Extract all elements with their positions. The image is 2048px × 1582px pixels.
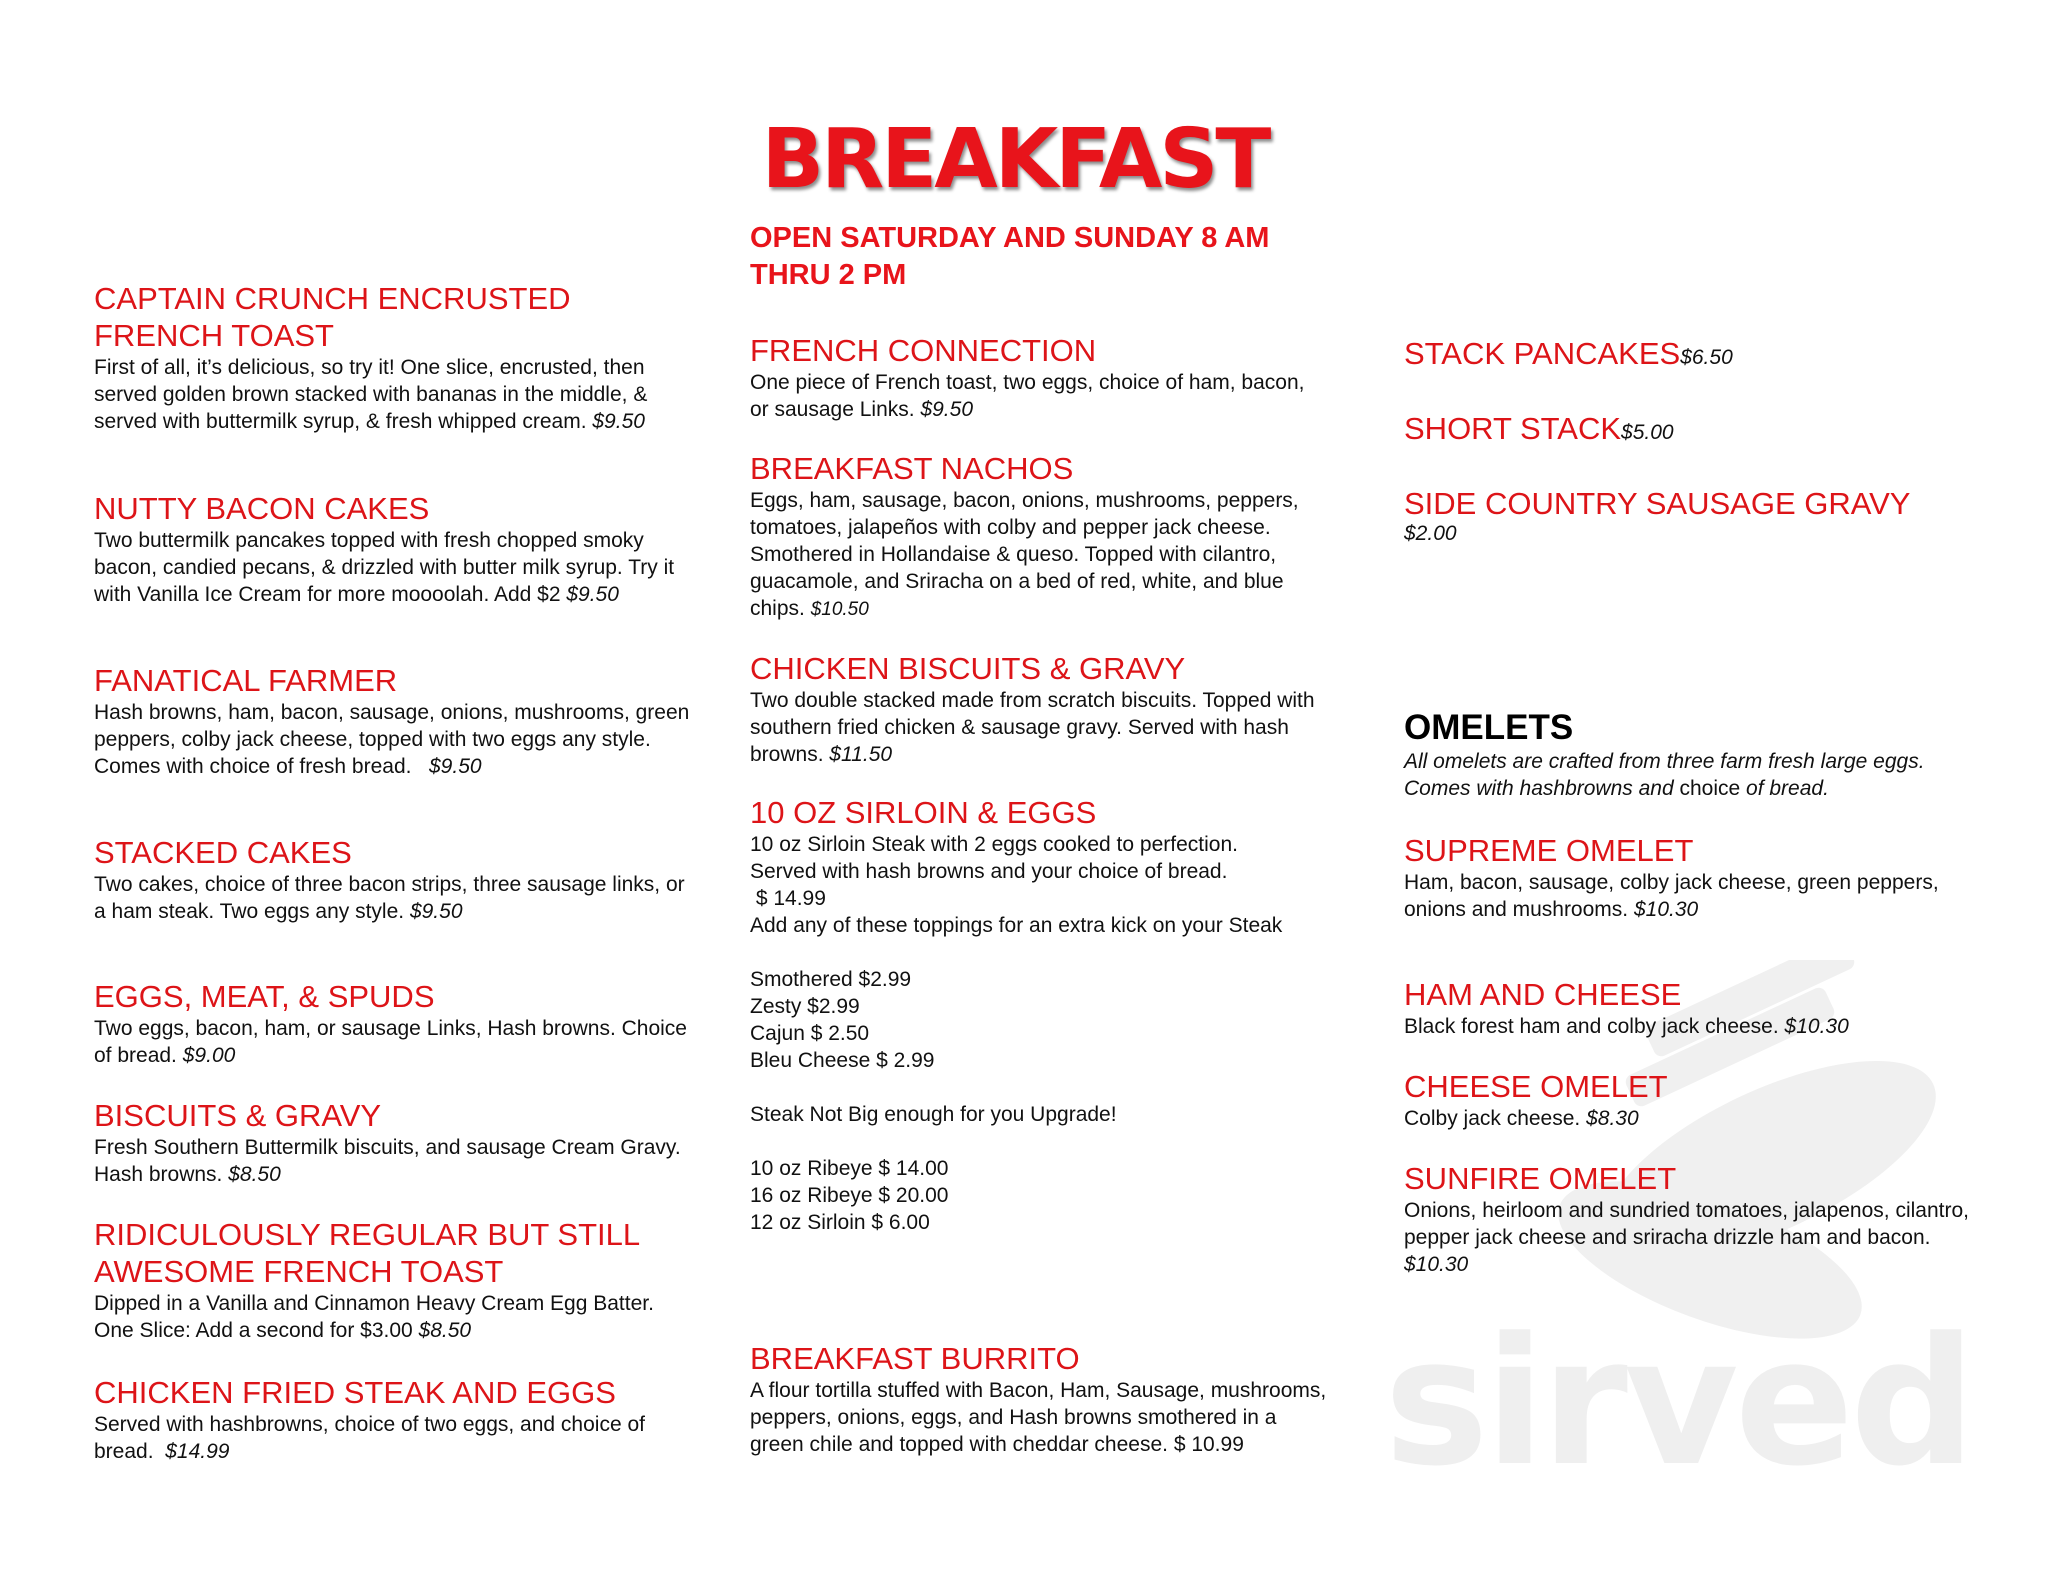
item-price: $9.50 bbox=[592, 410, 645, 433]
item-price: $9.50 bbox=[920, 398, 974, 421]
side-item bbox=[1404, 335, 2024, 372]
menu-item bbox=[94, 490, 694, 608]
item-name: BISCUITS & GRAVY bbox=[94, 1098, 382, 1133]
item-price: $ 10.99 bbox=[1173, 1433, 1244, 1456]
omelets-section bbox=[1404, 708, 1984, 802]
list-item: 10 oz Ribeye $ 14.00 bbox=[750, 1157, 949, 1180]
item-price: $11.50 bbox=[829, 743, 893, 766]
item-description: Served with hashbrowns, choice of two eggs, and choice of bread. $14.99 bbox=[94, 1413, 645, 1463]
item-name: SHORT STACK bbox=[1404, 411, 1622, 446]
item-name: STACKED CAKES bbox=[94, 835, 352, 870]
item-name: SIDE COUNTRY SAUSAGE GRAVY bbox=[1404, 486, 1911, 521]
item-price: $9.00 bbox=[182, 1044, 236, 1067]
opening-hours: OPEN SATURDAY AND SUNDAY 8 AM THRU 2 PM bbox=[750, 222, 1270, 291]
item-price: $ 14.99 bbox=[755, 887, 826, 910]
item-description: Dipped in a Vanilla and Cinnamon Heavy Cream Egg Batter. One Slice: Add a second for $3.00 $8.50 bbox=[94, 1292, 654, 1342]
menu-item bbox=[750, 450, 1310, 623]
item-name: CAPTAIN CRUNCH ENCRUSTED FRENCH TOAST bbox=[94, 281, 571, 353]
item-description: A flour tortilla stuffed with Bacon, Ham, Sausage, mushrooms, peppers, onions, eggs, and Hash browns smothered in a green chile and topped with cheddar cheese. $ 10.99 bbox=[750, 1379, 1327, 1456]
item-price: $10.50 bbox=[810, 599, 869, 620]
item-name: RIDICULOUSLY REGULAR BUT STILL AWESOME FRENCH TOAST bbox=[94, 1217, 639, 1289]
item-name: CHICKEN BISCUITS & GRAVY bbox=[750, 651, 1186, 686]
item-price: $8.50 bbox=[228, 1163, 281, 1186]
item-description: Ham, bacon, sausage, colby jack cheese, green peppers, onions and mushrooms. $10.30 bbox=[1404, 871, 1939, 921]
item-price: $2.00 bbox=[1404, 522, 1457, 545]
item-price: $6.50 bbox=[1680, 346, 1733, 369]
item-price: $8.30 bbox=[1586, 1107, 1639, 1130]
item-description: Colby jack cheese. $8.30 bbox=[1404, 1107, 1639, 1130]
item-name: BREAKFAST BURRITO bbox=[750, 1341, 1080, 1376]
item-name: STACK PANCAKES bbox=[1404, 336, 1681, 371]
item-price: $10.30 bbox=[1784, 1015, 1849, 1038]
section-note: All omelets are crafted from three farm fresh large eggs. Comes with hashbrowns and choice of bread. bbox=[1404, 750, 1925, 800]
item-price: $8.50 bbox=[418, 1319, 472, 1342]
item-description: Two buttermilk pancakes topped with fresh chopped smoky bacon, candied pecans, & drizzled with butter milk syrup. Try it with Vanilla Ice Cream for more moooolah. Add $2 $9.50 bbox=[94, 529, 675, 606]
menu-item bbox=[94, 834, 694, 925]
item-description: Onions, heirloom and sundried tomatoes, jalapenos, cilantro, pepper jack cheese and sriracha drizzle ham and bacon. $10.30 bbox=[1404, 1199, 1969, 1276]
menu-item bbox=[94, 1097, 694, 1188]
menu-item bbox=[750, 332, 1310, 423]
item-description: 10 oz Sirloin Steak with 2 eggs cooked to perfection. Served with hash browns and your choice of bread. $ 14.99 bbox=[750, 833, 1238, 910]
item-price: $9.50 bbox=[409, 900, 463, 923]
item-price: $14.99 bbox=[165, 1440, 230, 1463]
upgrade-intro: Steak Not Big enough for you Upgrade! bbox=[750, 1103, 1117, 1126]
menu-title: BREAKFAST bbox=[761, 112, 1269, 207]
menu-item bbox=[94, 1374, 694, 1465]
item-name: FRENCH CONNECTION bbox=[750, 333, 1097, 368]
item-name: SUPREME OMELET bbox=[1404, 833, 1694, 868]
item-description: Hash browns, ham, bacon, sausage, onions, mushrooms, green peppers, colby jack cheese, topped with two eggs any style. Comes with choice of fresh bread. $9.50 bbox=[94, 701, 690, 778]
item-description: Fresh Southern Buttermilk biscuits, and sausage Cream Gravy. Hash browns. $8.50 bbox=[94, 1136, 681, 1186]
item-name: EGGS, MEAT, & SPUDS bbox=[94, 979, 435, 1014]
item-price: $5.00 bbox=[1621, 421, 1674, 444]
item-name: FANATICAL FARMER bbox=[94, 663, 398, 698]
list-item: Bleu Cheese $ 2.99 bbox=[750, 1049, 935, 1072]
section-heading: OMELETS bbox=[1404, 708, 1574, 747]
item-name: HAM AND CHEESE bbox=[1404, 977, 1682, 1012]
item-description: Eggs, ham, sausage, bacon, onions, mushrooms, peppers, tomatoes, jalapeños with colby and pepper jack cheese. Smothered in Hollandaise & queso. Topped with cilantro, guacamole, and Sriracha on a bed of red, white, and blue chips. $10.50 bbox=[750, 489, 1299, 620]
item-price: $10.30 bbox=[1404, 1253, 1469, 1276]
item-price: $10.30 bbox=[1633, 898, 1699, 921]
menu-item bbox=[750, 650, 1325, 768]
menu-item bbox=[94, 662, 694, 780]
side-item bbox=[1404, 410, 2024, 447]
item-description: Two cakes, choice of three bacon strips, three sausage links, or a ham steak. Two eggs any style. $9.50 bbox=[94, 873, 685, 923]
item-description: First of all, it’s delicious, so try it! One slice, encrusted, then served golden brown stacked with bananas in the middle, & served with buttermilk syrup, & fresh whipped cream. $9.50 bbox=[94, 356, 648, 433]
list-item: 16 oz Ribeye $ 20.00 bbox=[750, 1184, 949, 1207]
item-name: CHICKEN FRIED STEAK AND EGGS bbox=[94, 1375, 616, 1410]
menu-item bbox=[94, 978, 694, 1069]
item-price: $9.50 bbox=[429, 755, 482, 778]
item-description: Two eggs, bacon, ham, or sausage Links, Hash browns. Choice of bread. $9.00 bbox=[94, 1017, 687, 1067]
menu-item bbox=[94, 280, 694, 435]
list-item: 12 oz Sirloin $ 6.00 bbox=[750, 1211, 930, 1234]
watermark-text: sirved bbox=[1384, 1300, 1972, 1505]
item-name: BREAKFAST NACHOS bbox=[750, 451, 1074, 486]
item-name: NUTTY BACON CAKES bbox=[94, 491, 430, 526]
menu-item bbox=[750, 794, 1310, 1236]
item-description: Two double stacked made from scratch biscuits. Topped with southern fried chicken & sausage gravy. Served with hash browns. $11.50 bbox=[750, 689, 1315, 766]
side-item bbox=[1404, 485, 2024, 546]
menu-item bbox=[1404, 1068, 1984, 1132]
toppings-list bbox=[750, 966, 1310, 1074]
menu-item bbox=[1404, 832, 1964, 923]
list-item: Zesty $2.99 bbox=[750, 995, 860, 1018]
item-name: SUNFIRE OMELET bbox=[1404, 1161, 1677, 1196]
upgrades-list bbox=[750, 1155, 1310, 1236]
list-item: Cajun $ 2.50 bbox=[750, 1022, 870, 1045]
toppings-intro: Add any of these toppings for an extra kick on your Steak bbox=[750, 914, 1283, 937]
item-name: 10 OZ SIRLOIN & EGGS bbox=[750, 795, 1097, 830]
menu-item bbox=[750, 1340, 1330, 1458]
list-item: Smothered $2.99 bbox=[750, 968, 912, 991]
item-name: CHEESE OMELET bbox=[1404, 1069, 1668, 1104]
menu-item bbox=[1404, 976, 1984, 1040]
menu-item bbox=[1404, 1160, 1984, 1278]
item-price: $9.50 bbox=[566, 583, 619, 606]
menu-item bbox=[94, 1216, 654, 1344]
item-description: One piece of French toast, two eggs, choice of ham, bacon, or sausage Links. $9.50 bbox=[750, 371, 1305, 421]
item-description: Black forest ham and colby jack cheese. $10.30 bbox=[1404, 1015, 1849, 1038]
